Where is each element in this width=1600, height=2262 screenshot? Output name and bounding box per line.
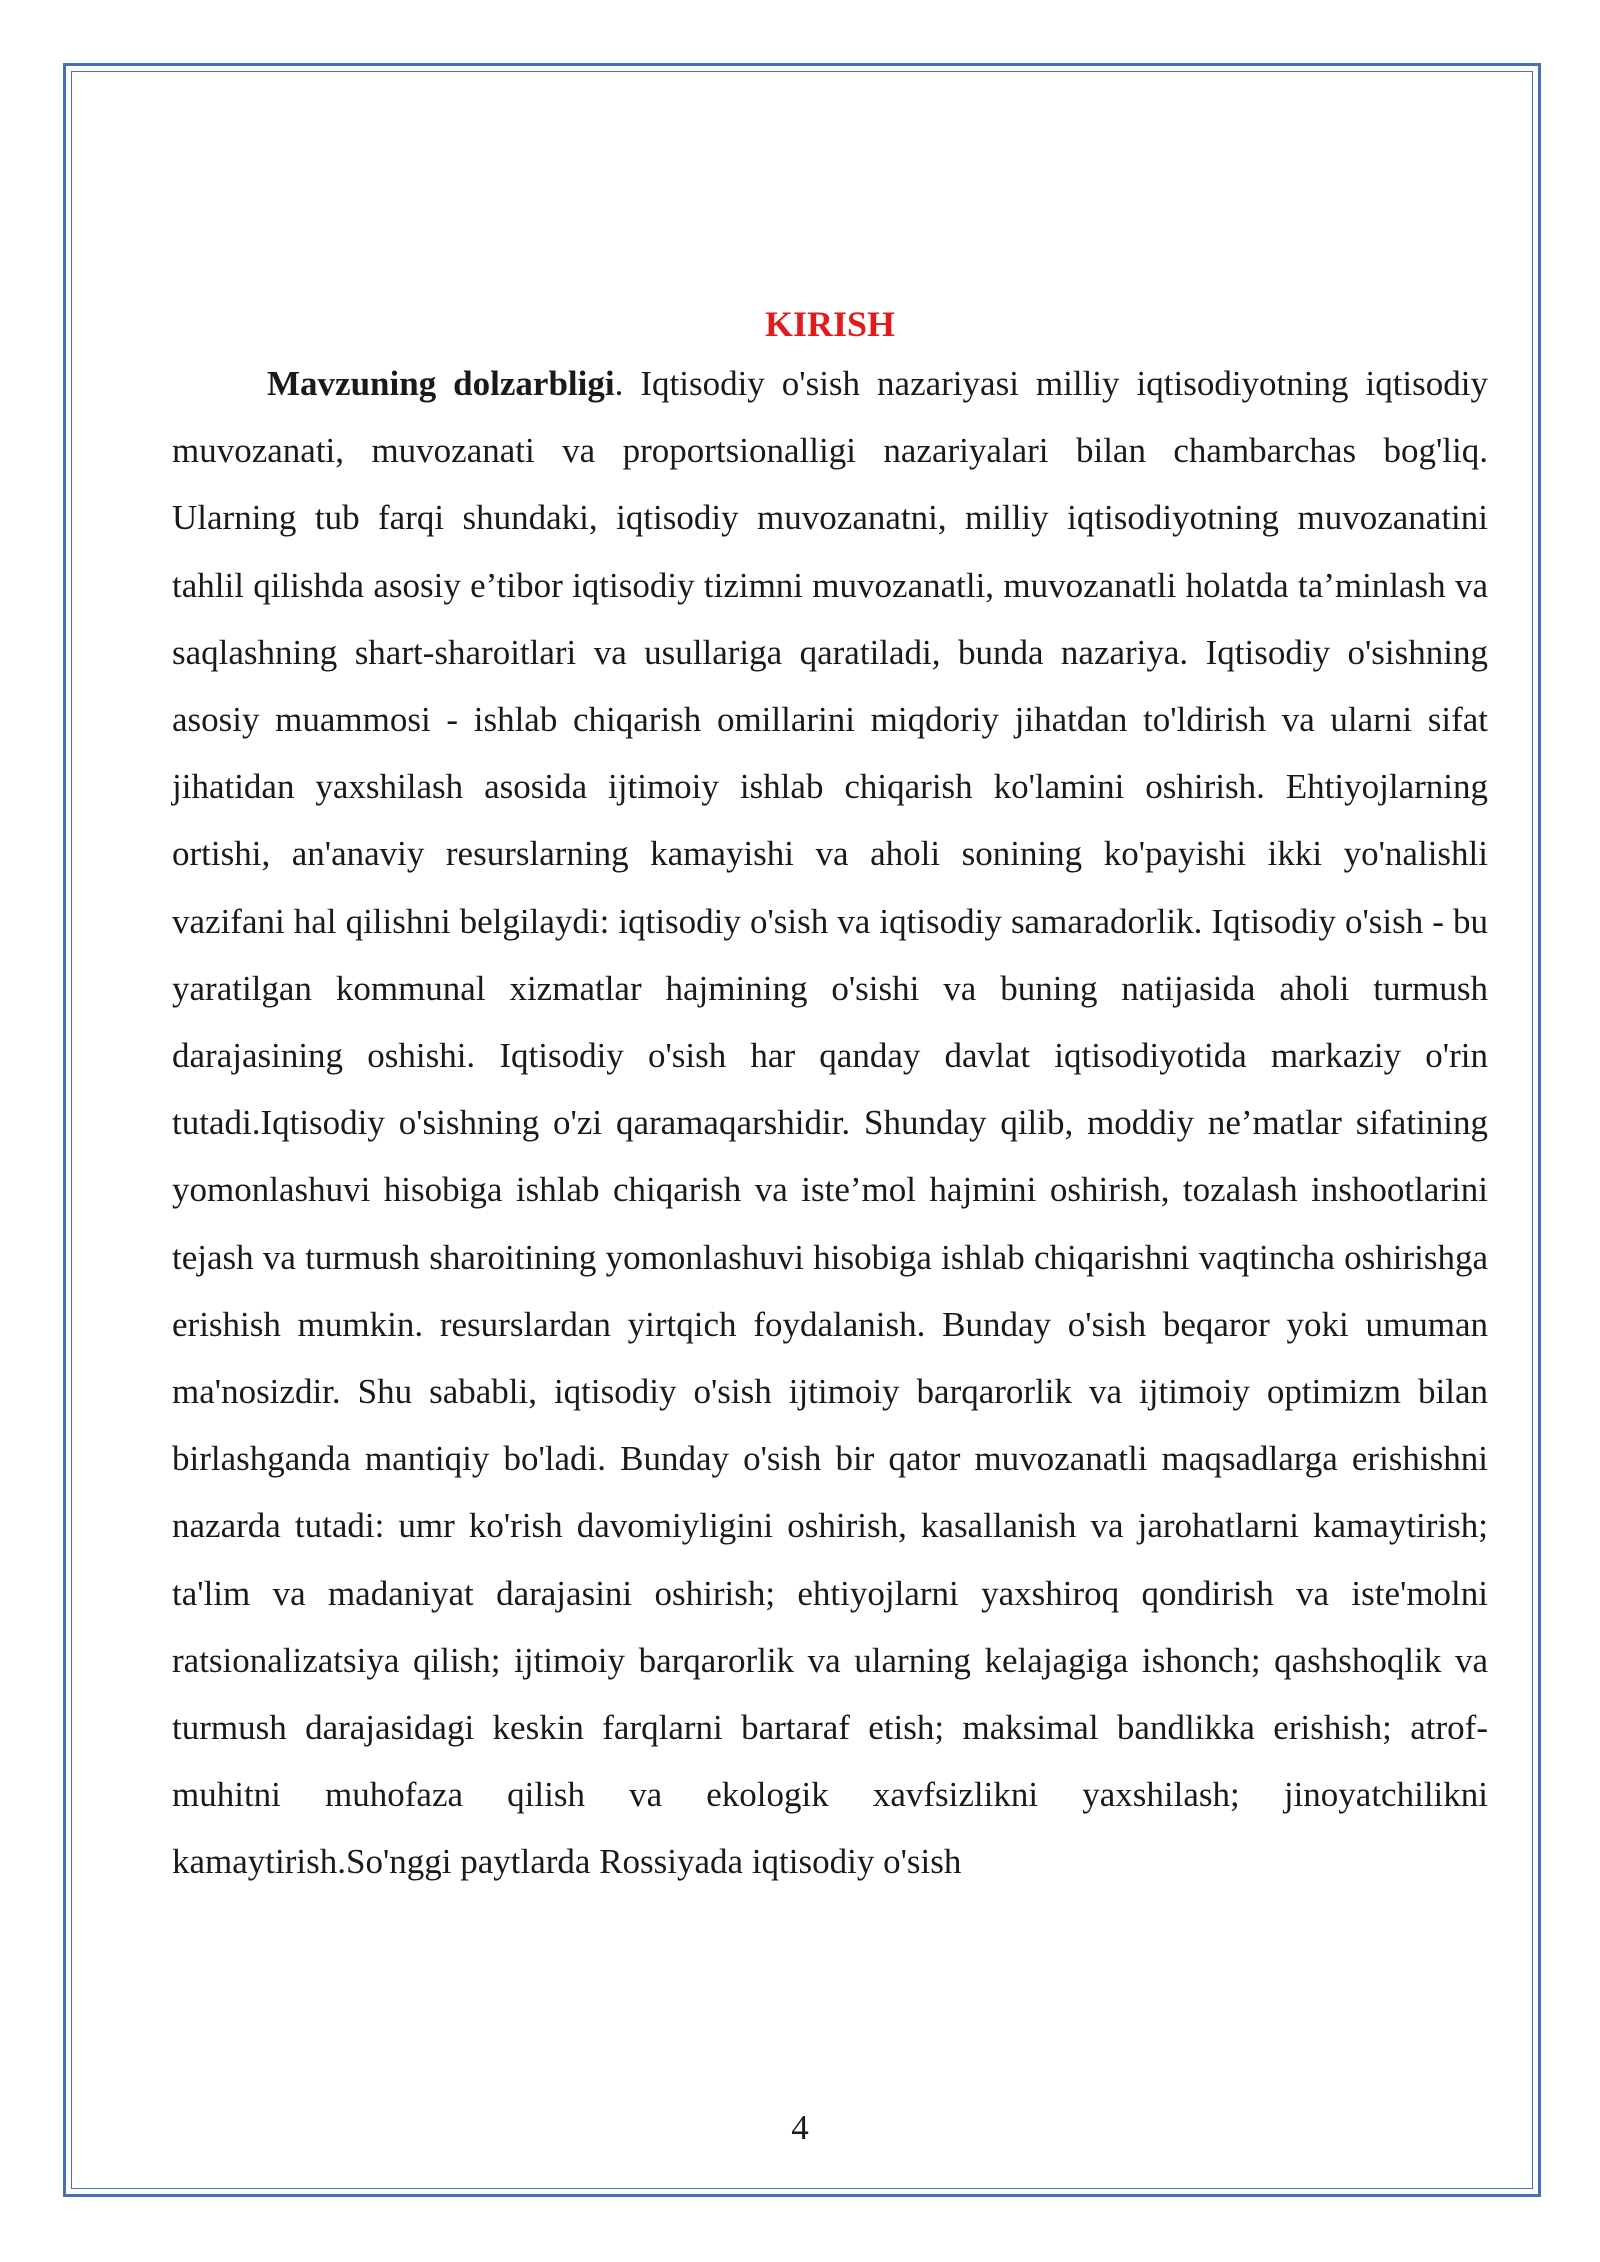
body-paragraph	[172, 350, 1488, 1896]
paragraph-lead: Mavzuning dolzarbligi	[267, 364, 615, 403]
section-heading: KIRISH	[764, 304, 896, 344]
document-content	[172, 300, 1488, 1896]
paragraph-text: . Iqtisodiy o'sіsh nazariyasi milliy iqtisodiyotning iqtisodiy muvozanati, muvozanati va proportsionalligi nazariyalari bilan chambarchas bog'liq. Ularning tub farqi shundaki, iqtisodiy muvozanatni, milliy iqtisodiyotning muvozanatini tahlil qilishda asosiy e’tibor iqtisodiy tizimni muvozanatli, muvozanatli holatda ta’minlash va saqlashning shart-sharoitlari va usullariga qaratiladi, bunda nazariya. Iqtisodiy o'sishning asosiy muammosi - ishlab chiqarish omillarini miqdoriy jihatdan to'ldirish va ularni sifat jihatidan yaxshilash asosida ijtimoiy ishlab chiqarish ko'lamini oshirish. Ehtiyojlarning ortishi, an'anaviy resurslarning kamayishi va aholi sonining ko'payishi ikki yo'nalishli vazifani hal qilishni belgilaydi: iqtisodiy o'sish va iqtisodiy samaradorlik. Iqtisodiy o'sish - bu yaratilgan kommunal xizmatlar hajmining o'sishi va buning natijasida aholi turmush darajasining oshishi. Iqtisodiy o'sish har qanday davlat iqtisodiyotida markaziy o'rin tutadi.Iqtisodiy o'sishning o'zi qaramaqarshidir. Shunday qilib, moddiy ne’matlar sifatining yomonlashuvi hisobiga ishlab chiqarish va iste’mol hajmini oshirish, tozalash inshootlarini tejash va turmush sharoitining yomonlashuvi hisobiga ishlab chiqarishni vaqtincha oshirishga erishish mumkin. resurslardan yirtqich foydalanish. Bunday o'sish beqaror yoki umuman ma'nosizdir. Shu sababli, iqtisodiy o'sish ijtimoiy barqarorlik va ijtimoiy optimizm bilan birlashganda mantiqiy bo'ladi. Bunday o'sish bir qator muvozanatli maqsadlarga erishishni nazarda tutadi: umr ko'rish davomiyligini oshirish, kasallanish va jarohatlarni kamaytirish; ta'lim va madaniyat darajasini oshirish; ehtiyojlarni yaxshiroq qondirish va iste'molni ratsionalizatsiya qilish; ijtimoiy barqarorlik va ularning kelajagiga ishonch; qashshoqlik va turmush darajasidagi keskin farqlarni bartaraf etish; maksimal bandlikka erishish; atrof-muhitni muhofaza qilish va ekologik xavfsizlikni yaxshilash; jinoyatchilikni kamaytirish.So'nggi paytlarda Rossiyada iqtisodiy o'sish	[172, 364, 1489, 1882]
page-number: 4	[791, 2108, 809, 2147]
